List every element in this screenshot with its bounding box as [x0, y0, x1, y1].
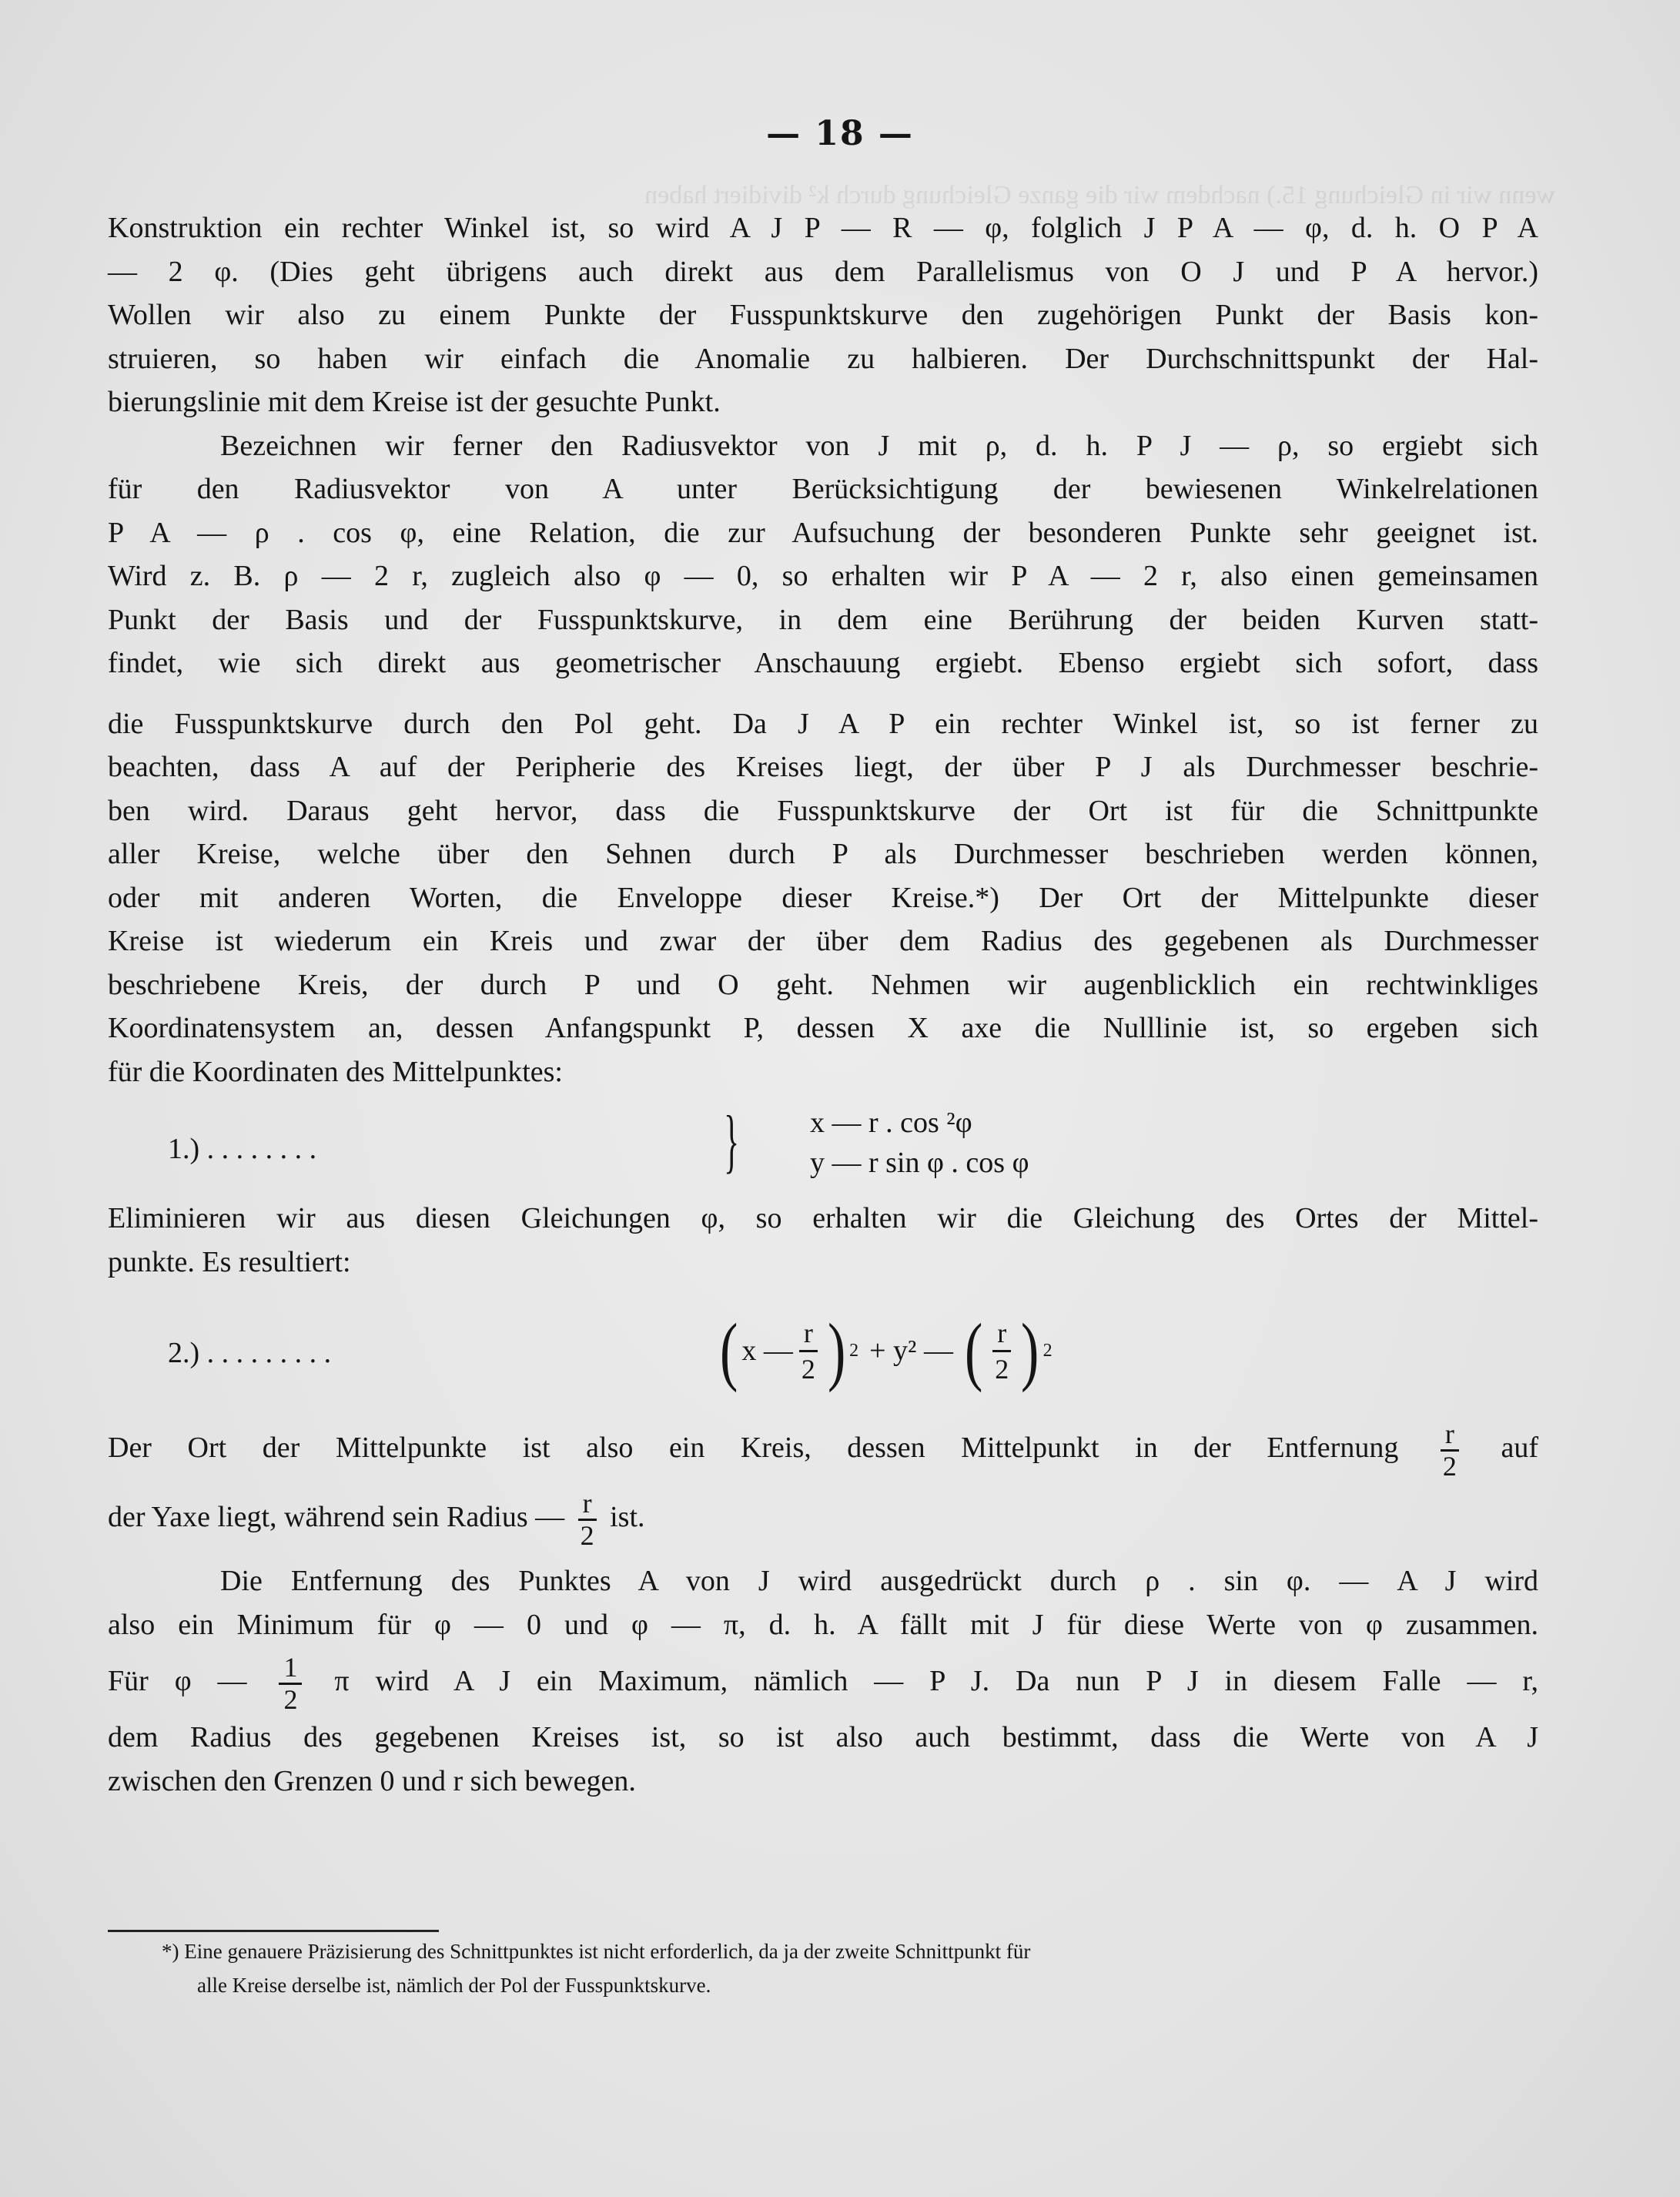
- text-line: punkte. Es resultiert:: [108, 1245, 351, 1278]
- text-line: Bezeichnen wir ferner den Radiusvektor von J mit ρ, d. h. P J — ρ, so ergiebt sich: [220, 429, 1538, 462]
- equation-line: x — r . cos ²φ: [810, 1107, 972, 1139]
- text-line: Wollen wir also zu einem Punkte der Fusspunktskurve den zugehörigen Punkt der Basis kon-: [108, 299, 1538, 331]
- text-line: Für φ — $\frac{1}{2}$ π wird A J ein Maximum, nämlich — P J. Da nun P J in diesem Falle — r,: [108, 1652, 1538, 1716]
- text-line: — 2 φ. (Dies geht übrigens auch direkt aus dem Parallelismus von O J und P A hervor.): [108, 255, 1538, 288]
- equation-2: [108, 1293, 1538, 1408]
- text-line: struieren, so haben wir einfach die Anomalie zu halbieren. Der Durchschnittspunkt der Hal-: [108, 342, 1538, 375]
- equation-1: [108, 1097, 1538, 1189]
- footnote-divider: [108, 1930, 439, 1932]
- equation-label: 2.) . . . . . . . . .: [168, 1337, 332, 1369]
- equation-term: + y² —: [869, 1334, 953, 1367]
- text-line: der Yaxe liegt, während sein Radius — $\frac{r}{2}$ ist.: [108, 1488, 645, 1552]
- text-line: ben wird. Daraus geht hervor, dass die Fusspunktskurve der Ort ist für die Schnittpunkte: [108, 794, 1538, 827]
- text-line: dem Radius des gegebenen Kreises ist, so ist also auch bestimmt, dass die Werte von A J: [108, 1721, 1538, 1753]
- footnote-line: alle Kreise derselbe ist, nämlich der Pol der Fusspunktskurve.: [197, 1974, 711, 1997]
- text-line: oder mit anderen Worten, die Enveloppe dieser Kreise.*) Der Ort der Mittelpunkte dieser: [108, 881, 1538, 914]
- equation-term: x —: [741, 1334, 793, 1367]
- text-line: Wird z. B. ρ — 2 r, zugleich also φ — 0, so erhalten wir P A — 2 r, also einen gemeinsamen: [108, 560, 1538, 592]
- text-line: Kreise ist wiederum ein Kreis und zwar der über dem Radius des gegebenen als Durchmesser: [108, 925, 1538, 957]
- text-line: Konstruktion ein rechter Winkel ist, so wird A J P — R — φ, folglich J P A — φ, d. h. O P A: [108, 212, 1538, 244]
- text-line: also ein Minimum für φ — 0 und φ — π, d. h. A fällt mit J für diese Werte von φ zusammen.: [108, 1608, 1538, 1641]
- fraction: $\frac{1}{2}$: [279, 1653, 302, 1714]
- text-line: bierungslinie mit dem Kreise ist der gesuchte Punkt.: [108, 386, 721, 418]
- text-line: beachten, dass A auf der Peripherie des Kreises liegt, der über P J als Durchmesser beschrie-: [108, 751, 1538, 783]
- fraction: $\frac{r}{2}$: [578, 1489, 597, 1550]
- brace: }: [724, 1101, 740, 1180]
- equation-label: 1.) . . . . . . . .: [168, 1133, 317, 1165]
- equation-line: y — r sin φ . cos φ: [810, 1147, 1029, 1179]
- text-line: Der Ort der Mittelpunkte ist also ein Kreis, dessen Mittelpunkt in der Entfernung $\frac{r}{2}$ auf: [108, 1418, 1539, 1482]
- page-number: — 18 —: [766, 114, 914, 153]
- text-line: die Fusspunktskurve durch den Pol geht. Da J A P ein rechter Winkel ist, so ist ferner zu: [108, 707, 1538, 740]
- fraction: $\frac{r}{2}$: [992, 1318, 1011, 1385]
- text-line: aller Kreise, welche über den Sehnen durch P als Durchmesser beschrieben werden können,: [108, 838, 1538, 870]
- footnote-line: *) Eine genauere Präzisierung des Schnittpunktes ist nicht erforderlich, da ja der zweite Schnittpunkt für: [162, 1940, 1031, 1963]
- text-line: findet, wie sich direkt aus geometrischer Anschauung ergiebt. Ebenso ergiebt sich sofort, dass: [108, 647, 1538, 679]
- text-line: Koordinatensystem an, dessen Anfangspunkt P, dessen X axe die Nulllinie ist, so ergeben sich: [108, 1012, 1538, 1044]
- text-line: Punkt der Basis und der Fusspunktskurve, in dem eine Berührung der beiden Kurven statt-: [108, 603, 1538, 636]
- text-line: für den Radiusvektor von A unter Berücksichtigung der bewiesenen Winkelrelationen: [108, 473, 1538, 505]
- text-line: P A — ρ . cos φ, eine Relation, die zur Aufsuchung der besonderen Punkte sehr geeignet ist.: [108, 516, 1538, 549]
- text-line: für die Koordinaten des Mittelpunktes:: [108, 1055, 563, 1088]
- text-line: Eliminieren wir aus diesen Gleichungen φ, so erhalten wir die Gleichung des Ortes der Mittel-: [108, 1202, 1538, 1234]
- fraction: $\frac{r}{2}$: [1441, 1419, 1459, 1481]
- footnote: [162, 1934, 1540, 2002]
- body-text: [108, 206, 1538, 1803]
- bleed-through-text: wenn wir in Gleichung 15.) nachdem wir die ganze Gleichung durch k² dividiert haben: [644, 181, 1555, 209]
- text-line: Die Entfernung des Punktes A von J wird ausgedrückt durch ρ . sin φ. — A J wird: [220, 1565, 1538, 1597]
- fraction: $\frac{r}{2}$: [799, 1318, 818, 1385]
- equation-expression: ( x — $\frac{r}{2}$ ) 2 + y² — ( $\frac{r}{2}$ ) 2: [719, 1308, 1053, 1393]
- text-line: beschriebene Kreis, der durch P und O geht. Nehmen wir augenblicklich ein rechtwinkliges: [108, 968, 1538, 1001]
- text-line: zwischen den Grenzen 0 und r sich bewegen.: [108, 1764, 636, 1797]
